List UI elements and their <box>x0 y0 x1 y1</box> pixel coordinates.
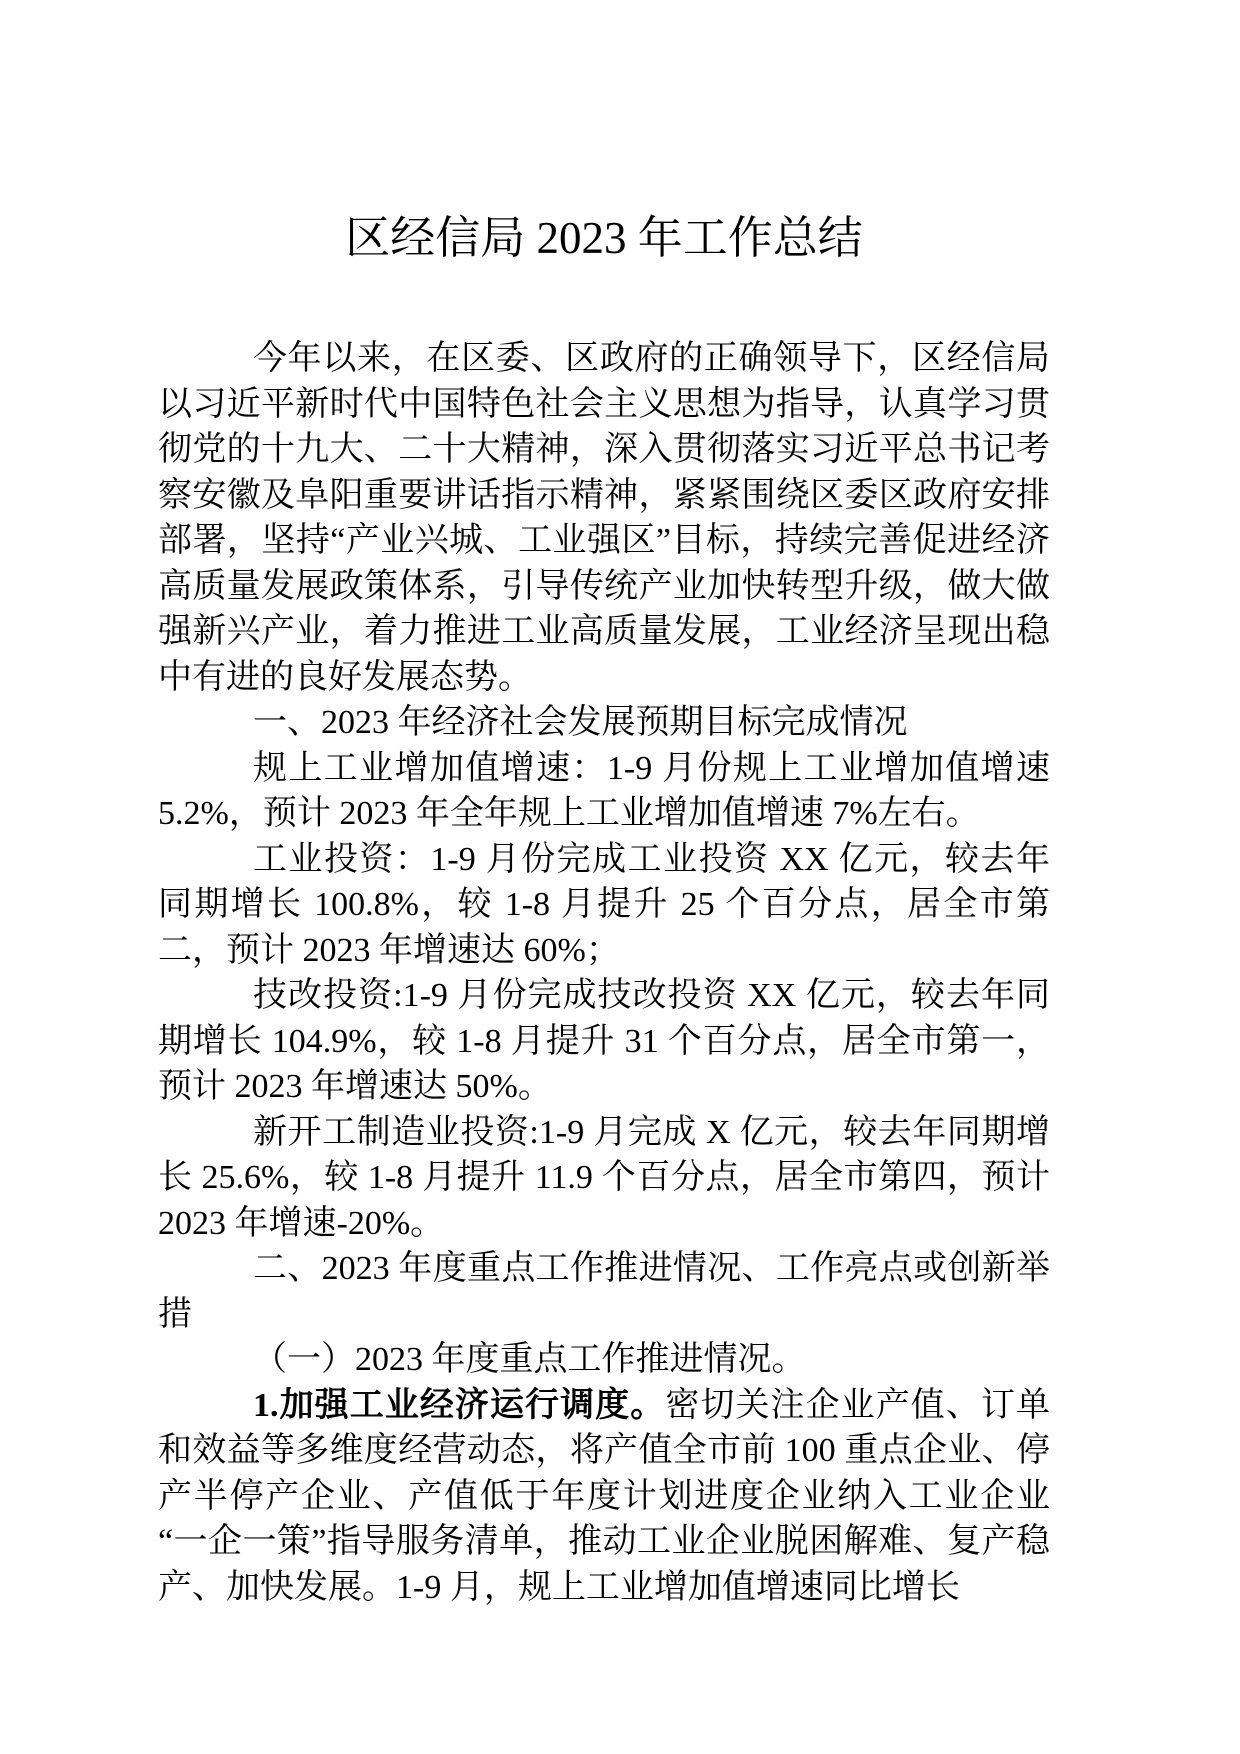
document-content <box>158 0 1050 1610</box>
paragraph-new-manufacturing-investment: 新开工制造业投资:1-9 月完成 X 亿元，较去年同期增长 25.6%，较 1-8 月提升 11.9 个百分点，居全市第四，预计 2023 年增速-20%。 <box>158 1113 1050 1242</box>
section2-heading: 二、2023 年度重点工作推进情况、工作亮点或创新举措 <box>158 1250 1050 1333</box>
paragraph-item1-lead: 1.加强工业经济运行调度。 <box>253 1386 666 1424</box>
paragraph-item1 <box>158 1383 1050 1611</box>
paragraph-tech-upgrade-investment: 技改投资:1-9 月份完成技改投资 XX 亿元，较去年同期增长 104.9%，较 1-8 月提升 31 个百分点，居全市第一，预计 2023 年增速达 50%。 <box>158 977 1050 1105</box>
paragraph-industrial-investment: 工业投资：1-9 月份完成工业投资 XX 亿元，较去年同期增长 100.8%，较 1-8 月提升 25 个百分点，居全市第二，预计 2023 年增速达 60%； <box>158 840 1050 969</box>
sub-heading-1: （一）2023 年度重点工作推进情况。 <box>253 1341 806 1378</box>
paragraph-industrial-added-value: 规上工业增加值增速：1-9 月份规上工业增加值增速 5.2%，预计 2023 年全年规上工业增加值增速 7%左右。 <box>158 749 1050 832</box>
section1-heading: 一、2023 年经济社会发展预期目标完成情况 <box>253 704 908 741</box>
document-title: 区经信局 2023 年工作总结 <box>345 213 863 263</box>
intro-paragraph: 今年以来，在区委、区政府的正确领导下，区经信局以习近平新时代中国特色社会主义思想为指导，认真学习贯彻党的十九大、二十大精神，深入贯彻落实习近平总书记考察安徽及阜阳重要讲话指示精神，紧紧围绕区委区政府安排部署，坚持“产业兴城、工业强区”目标，持续完善促进经济高质量发展政策体系，引导传统产业加快转型升级，做大做强新兴产业，着力推进工业高质量发展，工业经济呈现出稳中有进的良好发展态势。 <box>158 340 1050 696</box>
paragraph-item1-rest: 密切关注企业产值、订单和效益等多维度经营动态，将产值全市前 100 重点企业、停产半停产企业、产值低于年度计划进度企业纳入工业企业“一企一策”指导服务清单，推动工业企业脱困解难、复产稳产、加快发展。1-9 月，规上工业增加值增速同比增长 <box>158 1386 1051 1606</box>
